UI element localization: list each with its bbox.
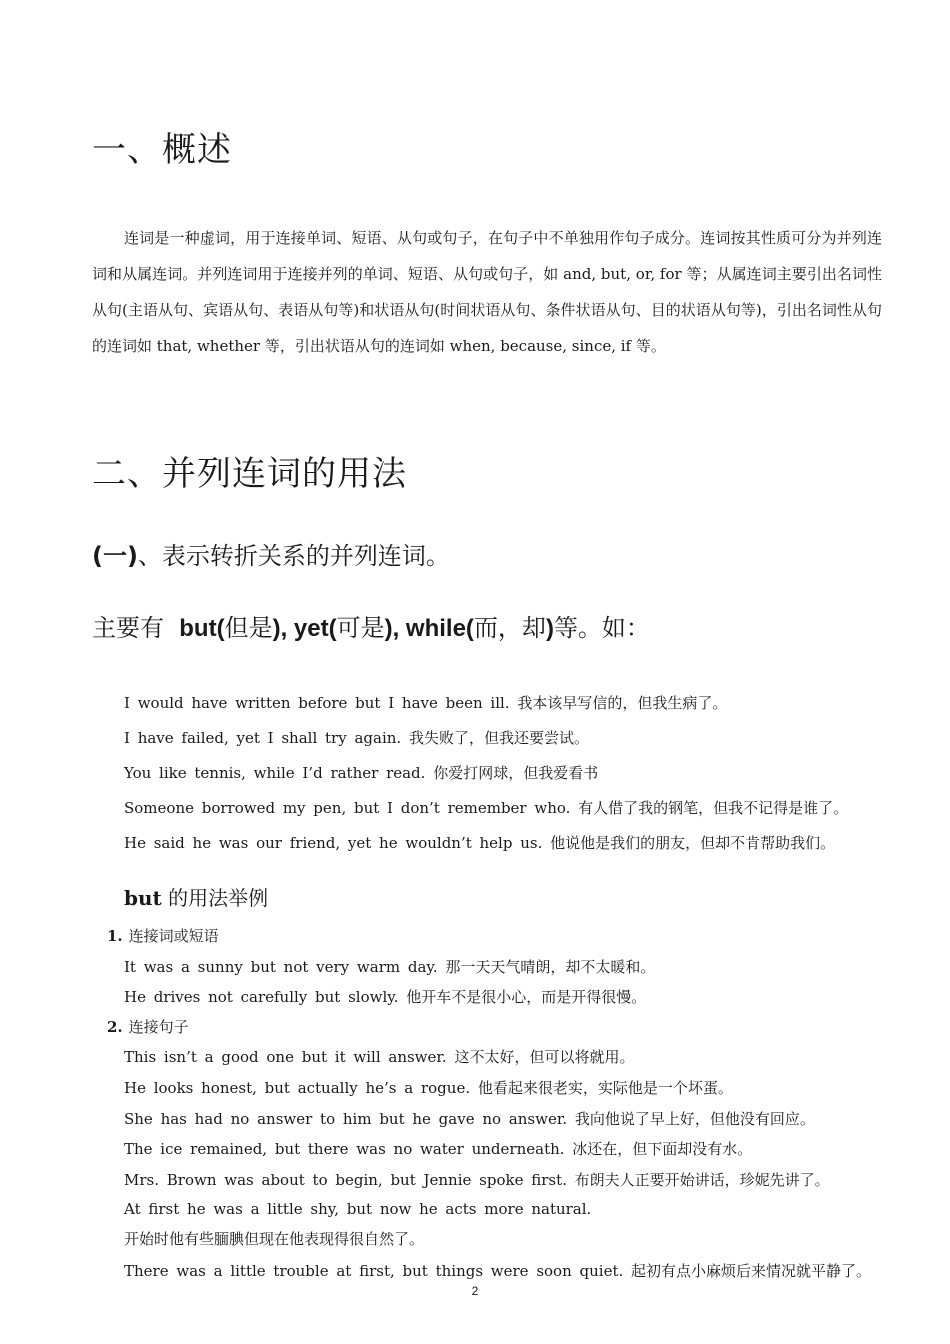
section-1-title (107, 925, 219, 946)
overview-text: 连词是一种虚词，用于连接单词、短语、从句或句子，在句子中不单独用作句子成分。连词按其性质可分为并列连词和从属连词。并列连词用于连接并列的单词、短语、从句或句子，如 and, but, or, for 等；从属连词主要引出名词性从句(主语从句、宾语从句、表语从句等)和状语从句(时间状语从句、条件状语从句、目的状语从句等)，引出名词性从句的连词如 that, whether 等，引出状语从句的连词如 when, because, since, if 等。 (92, 229, 882, 355)
section-1-number: 1. (107, 927, 123, 945)
section-2-item: He looks honest, but actually he’s a rogue. 他看起来很老实，实际他是一个坏蛋。 (124, 1079, 733, 1097)
section-2-item: There was a little trouble at first, but things were soon quiet. 起初有点小麻烦后来情况就平静了。 (124, 1262, 872, 1280)
overview-paragraph (92, 220, 882, 364)
but-usage-heading (124, 882, 268, 911)
section-2-item: Mrs. Brown was about to begin, but Jennie spoke first. 布朗夫人正要开始讲话，珍妮先讲了。 (124, 1171, 830, 1189)
example-sentence: Someone borrowed my pen, but I don’t remember who. 有人借了我的钢笔，但我不记得是谁了。 (124, 799, 849, 817)
main-line-kw3: ), while( (384, 615, 474, 642)
section-2-item: She has had no answer to him but he gave no answer. 我向他说了早上好，但他没有回应。 (124, 1110, 815, 1128)
section-2-title (107, 1016, 189, 1037)
example-sentence: I would have written before but I have been ill. 我本该早写信的，但我生病了。 (124, 694, 728, 712)
main-line-kw1: but( (179, 615, 225, 642)
example-sentence: He said he was our friend, yet he wouldn’t help us. 他说他是我们的朋友，但却不肯帮助我们。 (124, 834, 836, 852)
heading-coordinating-conjunctions: 二、并列连词的用法 (92, 454, 407, 494)
subheading-text: 、表示转折关系的并列连词。 (137, 542, 450, 570)
main-line-kw4: ) (545, 615, 554, 642)
but-keyword: but (124, 886, 162, 910)
main-line-post: 等。如： (553, 614, 650, 642)
example-sentence: You like tennis, while I’d rather read. 你爱打网球，但我爱看书 (124, 764, 599, 782)
subheading-adversative (92, 536, 450, 571)
main-line-pre: 主要有 (92, 614, 164, 642)
heading-overview: 一、概述 (92, 130, 232, 170)
example-sentence: I have failed, yet I shall try again. 我失败了，但我还要尝试。 (124, 729, 589, 747)
section-1-item: He drives not carefully but slowly. 他开车不是很小心，而是开得很慢。 (124, 988, 647, 1006)
section-2-item: At first he was a little shy, but now he acts more natural. (124, 1200, 592, 1218)
main-line-m1: 但是 (224, 614, 273, 642)
but-heading-rest: 的用法举例 (161, 886, 269, 910)
section-2-item: The ice remained, but there was no water underneath. 冰还在，但下面却没有水。 (124, 1140, 753, 1158)
section-1-label: 连接词或短语 (128, 927, 219, 945)
main-conjunctions-line (92, 608, 650, 643)
main-line-m2: 可是 (336, 614, 385, 642)
section-2-label: 连接句子 (128, 1018, 189, 1036)
main-line-kw2: ), yet( (272, 615, 337, 642)
section-2-item: 开始时他有些腼腆但现在他表现得很自然了。 (124, 1230, 425, 1248)
section-1-item: It was a sunny but not very warm day. 那一天天气晴朗，却不太暖和。 (124, 958, 656, 976)
subheading-prefix: (一) (92, 542, 138, 570)
page-number: 2 (471, 1284, 479, 1298)
section-2-item: This isn’t a good one but it will answer. 这不太好，但可以将就用。 (124, 1048, 635, 1066)
section-2-number: 2. (107, 1018, 123, 1036)
main-line-m3: 而，却 (473, 614, 546, 642)
